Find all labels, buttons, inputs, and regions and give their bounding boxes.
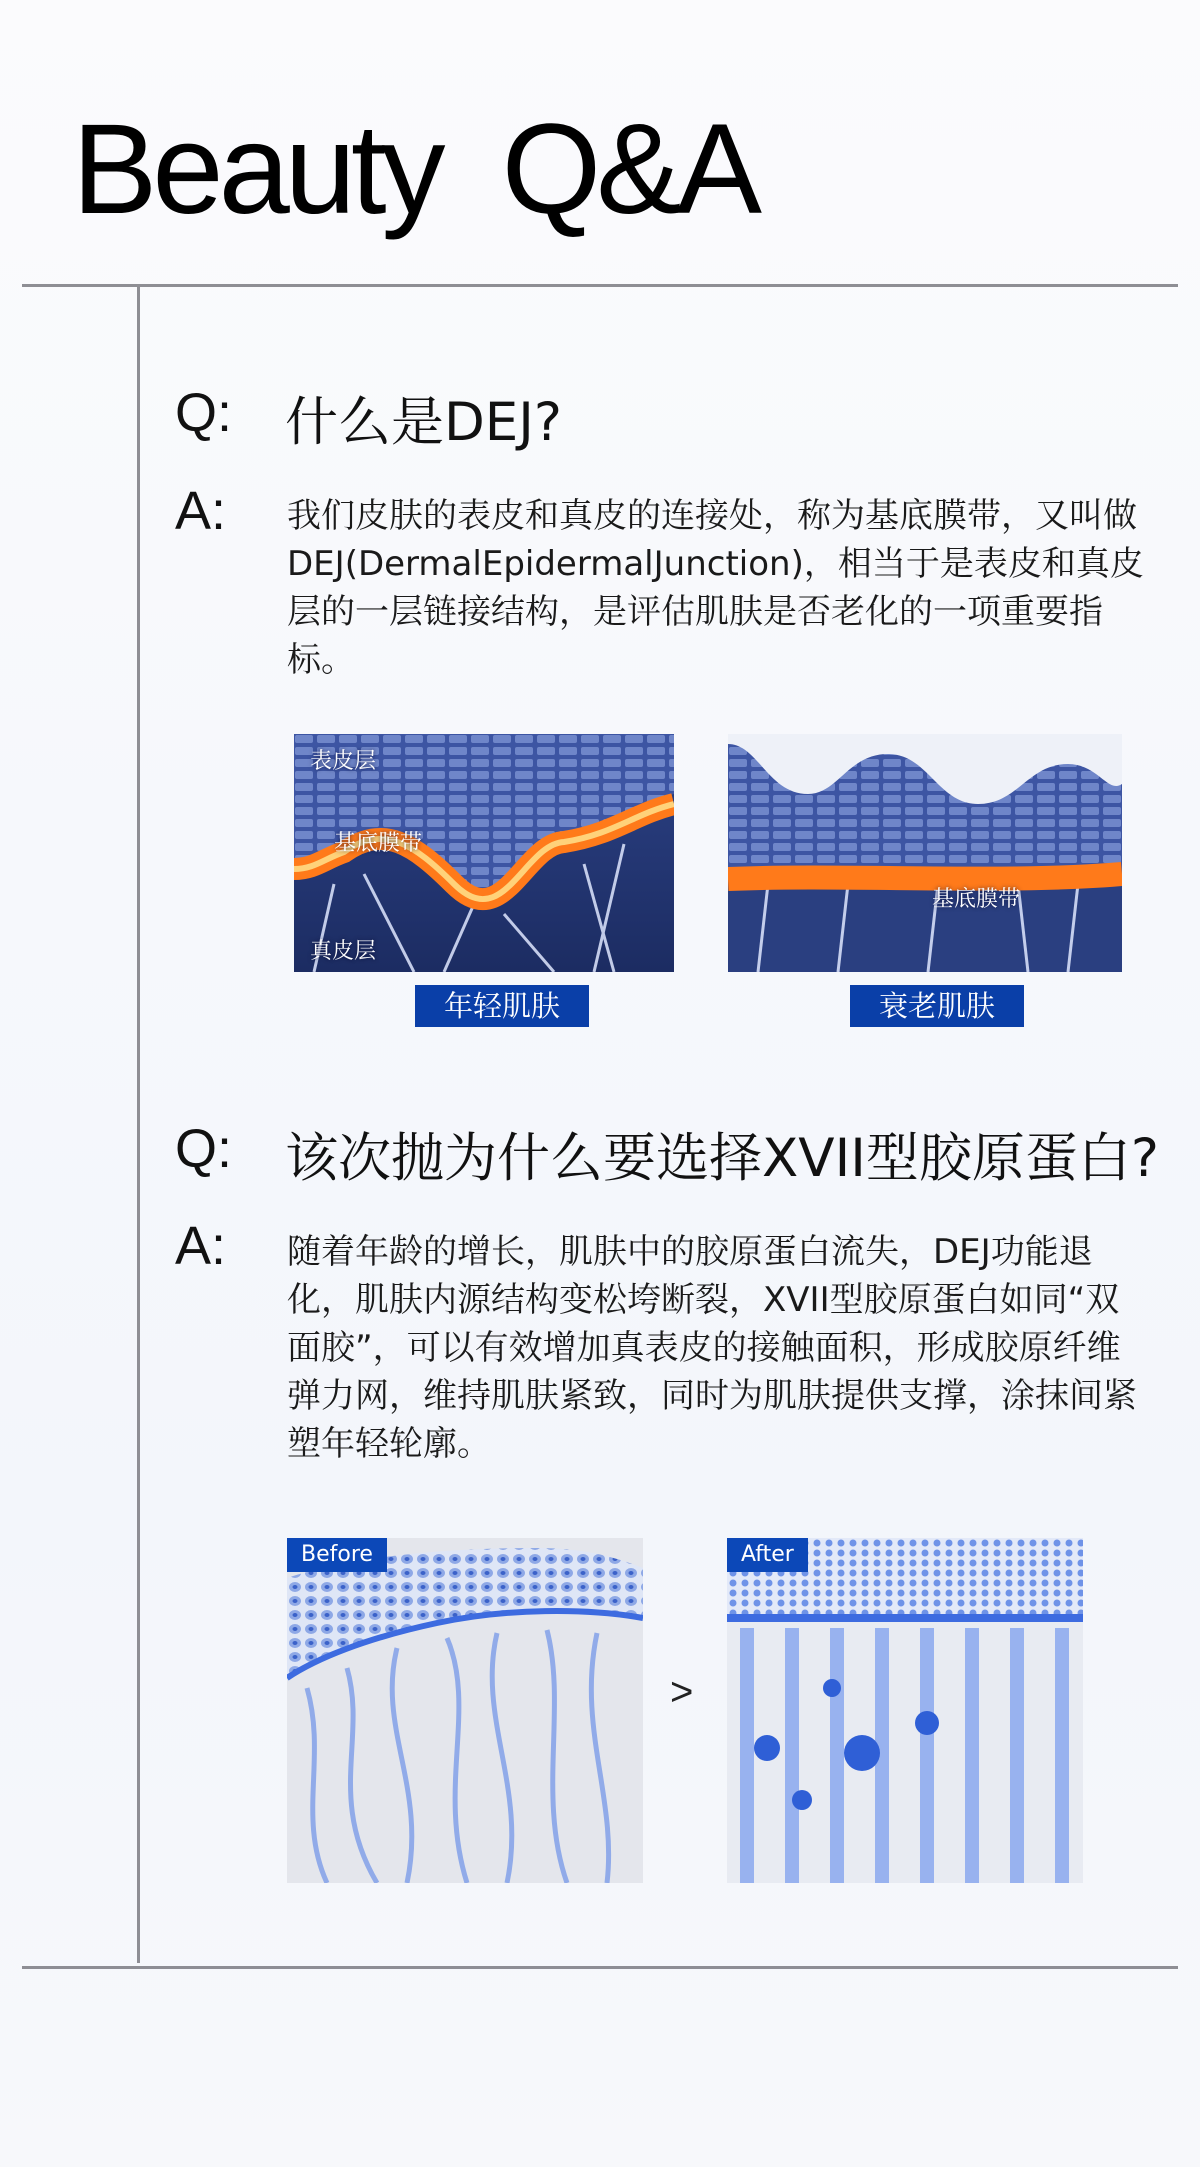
a1-answer: 我们皮肤的表皮和真皮的连接处，称为基底膜带，又叫做 DEJ(DermalEpidermalJunction)，相当于是表皮和真皮层的一层链接结构，是评估肌肤是否老化的一项重要指标。 — [287, 496, 1144, 680]
a2-answer: 随着年龄的增长，肌肤中的胶原蛋白流失，DEJ功能退化，肌肤内源结构变松垮断裂，XVII型胶原蛋白如同“双面胶”，可以有效增加真表皮的接触面积，形成胶原纤维弹力网，维持肌肤紧致，同时为肌肤提供支撑，涂抹间紧塑年轻轮廓。 — [287, 1232, 1137, 1464]
comparison-arrow: > — [670, 1670, 694, 1714]
vertical-rule — [137, 285, 140, 1963]
label-basement-membrane: 基底膜带 — [334, 831, 423, 856]
q2-label: Q: — [175, 1119, 233, 1179]
aged-skin-image — [728, 734, 1122, 972]
page-title: Beauty Q&A — [72, 98, 757, 241]
young-skin-image — [294, 734, 674, 972]
label-epidermis: 表皮层 — [310, 749, 377, 774]
label-dermis: 真皮层 — [310, 939, 377, 964]
before-image — [287, 1538, 643, 1883]
a1-label: A: — [175, 481, 227, 541]
bottom-divider — [22, 1966, 1178, 1969]
q1-question: 什么是DEJ? — [285, 392, 563, 453]
a2-label: A: — [175, 1216, 227, 1276]
after-image — [727, 1538, 1083, 1883]
young-skin-caption: 年轻肌肤 — [415, 985, 589, 1027]
before-tag: Before — [287, 1538, 387, 1572]
after-tag: After — [727, 1538, 808, 1572]
top-divider — [22, 284, 1178, 287]
aged-skin-caption: 衰老肌肤 — [850, 985, 1024, 1027]
q2-question: 该次抛为什么要选择XVII型胶原蛋白? — [285, 1128, 1159, 1189]
q1-label: Q: — [175, 383, 233, 443]
label-basement-membrane-aged: 基底膜带 — [932, 887, 1021, 912]
